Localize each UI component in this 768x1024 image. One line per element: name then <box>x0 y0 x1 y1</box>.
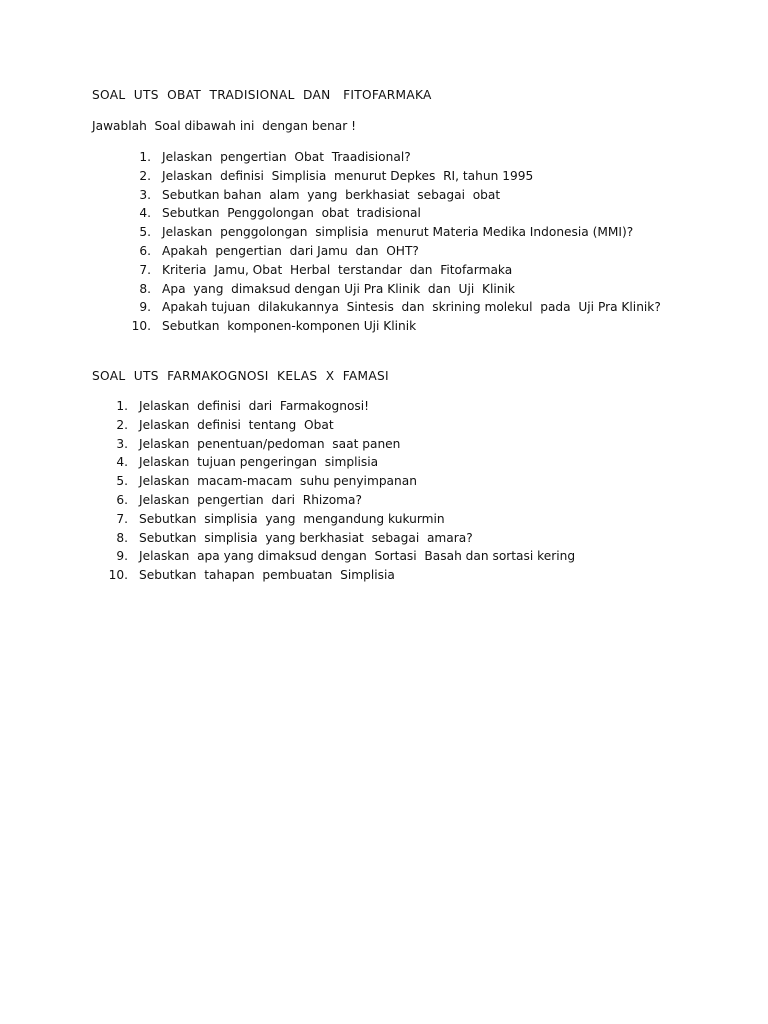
question-text: Jelaskan definisi dari Farmakognosi! <box>139 399 370 413</box>
question-number: 9. <box>116 549 128 564</box>
question-text: Sebutkan komponen-komponen Uji Klinik <box>162 319 417 334</box>
question-text: Sebutkan simplisia yang mengandung kukurmin <box>139 511 445 526</box>
question-number: 5. <box>116 474 128 489</box>
question-number: 8. <box>116 530 128 545</box>
question-number: 4. <box>116 455 128 470</box>
list-item <box>116 397 575 416</box>
list-item <box>139 186 661 205</box>
list-item <box>108 566 575 585</box>
list-item <box>116 547 576 566</box>
question-number: 4. <box>139 206 151 221</box>
list-item <box>139 242 661 261</box>
question-number: 10. <box>131 319 151 334</box>
question-number: 3. <box>116 436 128 451</box>
section1-question-list <box>131 148 661 336</box>
list-item <box>116 416 575 435</box>
section1-title: SOAL UTS OBAT TRADISIONAL DAN FITOFARMAKA <box>92 88 432 102</box>
list-item <box>139 167 661 186</box>
list-item <box>139 223 661 242</box>
question-text: Apa yang dimaksud dengan Uji Pra Klinik dan Uji Klinik <box>162 281 515 296</box>
question-number: 5. <box>139 225 151 240</box>
question-number: 1. <box>116 399 128 413</box>
list-item <box>116 453 575 472</box>
question-number: 8. <box>139 281 151 296</box>
list-item <box>139 261 661 280</box>
question-text: Jelaskan penentuan/pedoman saat panen <box>139 436 401 451</box>
list-item <box>139 204 661 223</box>
question-number: 1. <box>139 150 151 164</box>
list-item <box>139 298 661 317</box>
list-item <box>139 148 661 167</box>
list-item <box>131 317 661 336</box>
question-number: 10. <box>108 568 128 583</box>
question-number: 9. <box>139 300 151 315</box>
question-text: Jelaskan penggolongan simplisia menurut Materia Medika Indonesia (MMI)? <box>162 225 634 240</box>
list-item <box>139 280 661 299</box>
list-item <box>116 491 575 510</box>
question-text: Jelaskan apa yang dimaksud dengan Sortasi Basah dan sortasi kering <box>139 549 576 564</box>
question-text: Kriteria Jamu, Obat Herbal terstandar dan Fitofarmaka <box>162 262 513 277</box>
section2-question-list <box>108 397 576 585</box>
question-text: Sebutkan tahapan pembuatan Simplisia <box>139 568 395 583</box>
question-number: 2. <box>139 168 151 183</box>
question-text: Jelaskan definisi Simplisia menurut Depkes RI, tahun 1995 <box>162 168 534 183</box>
question-number: 6. <box>139 243 151 258</box>
list-item <box>116 510 575 529</box>
question-text: Jelaskan definisi tentang Obat <box>139 417 334 432</box>
list-item <box>116 435 575 454</box>
question-text: Apakah tujuan dilakukannya Sintesis dan skrining molekul pada Uji Pra Klinik? <box>162 300 661 315</box>
list-item <box>116 529 575 548</box>
instructions: Jawablah Soal dibawah ini dengan benar ! <box>92 119 357 133</box>
question-number: 6. <box>116 492 128 507</box>
question-text: Sebutkan Penggolongan obat tradisional <box>162 206 421 221</box>
question-text: Jelaskan tujuan pengeringan simplisia <box>139 455 379 470</box>
question-number: 3. <box>139 187 151 202</box>
question-number: 7. <box>139 262 151 277</box>
question-text: Sebutkan bahan alam yang berkhasiat sebagai obat <box>162 187 501 202</box>
question-text: Sebutkan simplisia yang berkhasiat sebagai amara? <box>139 530 473 545</box>
question-text: Jelaskan pengertian dari Rhizoma? <box>139 492 362 507</box>
question-number: 7. <box>116 511 128 526</box>
question-text: Jelaskan macam-macam suhu penyimpanan <box>139 474 417 489</box>
list-item <box>116 472 575 491</box>
question-number: 2. <box>116 417 128 432</box>
section2-title: SOAL UTS FARMAKOGNOSI KELAS X FAMASI <box>92 369 389 383</box>
question-text: Apakah pengertian dari Jamu dan OHT? <box>162 243 419 258</box>
question-text: Jelaskan pengertian Obat Traadisional? <box>162 150 411 164</box>
